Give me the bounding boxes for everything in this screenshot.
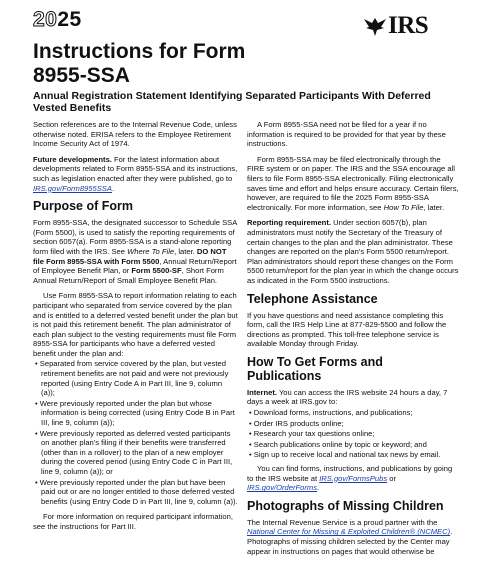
no-filing-note: A Form 8955-SSA need not be filed for a year if no information is required to be provided for that year by these instructions. [247,120,446,149]
photos-paragraph: The Internal Revenue Service is a proud partner with the National Center for Missing & Exploited Children® (NCMEC). Photographs of missing children selected by the Center may appear in instructions on pages that would otherwise be [247,517,453,556]
internet-paragraph: Internet. You can access the IRS website 24 hours a day, 7 days a week at IRS.gov to: [247,387,448,407]
list-item: • Search publications online by topic or keyword; and [247,440,459,450]
telephone-paragraph: If you have questions and need assistance completing this form, call the IRS Help Line at 877-829-5500 and follow the directions as prompted. This toll-free telephone service is available Monday through Friday. [247,310,447,349]
list-item: • Were previously reported as deferred vested participants on another plan's filing if their benefits were transferred (other than in a rollover) to the plan of a new employer during the covered period (using Entry Code C in Part III, line 9, column (a)); or [33,429,238,477]
electronic-filing-note: Form 8955-SSA may be filed electronically through the FIRE system or on paper. The IRS and the SSA encourage all filers to file Form 8955-SSA electronically. Filing electronically saves time and effort and helps ensure accuracy. Certain filers, however, are required to file the 2025 Form 8955-SSA electronically. For more information, see How To File, later. [247,154,459,212]
section-references: Section references are to the Internal Revenue Code, unless otherwise noted. ERISA refers to the Employee Retirement Income Security Act of 1974. [33,120,237,149]
forms-pubs-link[interactable]: IRS.gov/FormsPubs [319,473,388,483]
form8955ssa-link[interactable]: IRS.gov/Form8955SSA [33,183,112,193]
list-item: • Separated from service covered by the plan, but vested retirement benefits are not paid and were not previously reported (using Entry Code A in Part III, line 9, column (a)); [33,359,238,397]
purpose-heading: Purpose of Form [33,199,134,214]
page-subtitle: Annual Registration Statement Identifying Separated Participants With Deferred Vested Benefits [33,90,431,114]
how-to-file-ref: How To File [383,202,424,212]
left-column [33,120,238,538]
list-item: • Download forms, instructions, and publications; [247,408,459,418]
purpose-paragraph-3: For more information on required participant information, see the instructions for Part III. [33,512,233,531]
irs-logo-text: IRS [388,12,429,39]
list-item: • Research your tax questions online; [247,429,459,439]
form-year: 2025 [33,8,82,31]
order-forms-paragraph: You can find forms, instructions, and publications by going to the IRS website at IRS.gov/FormsPubs or IRS.gov/OrderForms. [247,464,453,493]
purpose-paragraph-1: Form 8955-SSA, the designated successor to Schedule SSA (Form 5500), is used to satisfy the reporting requirements of section 6057(a). Form 8955-SSA is a stand-alone reporting form filed with the IRS. See Where To File, later. DO NOT file Form 8955-SSA with Form 5500, Annual Return/Report of Employee Benefit Plan, or Form 5500-SF, Short Form Annual Return/Report of Small Employee Benefit Plan. [33,218,237,285]
telephone-heading: Telephone Assistance [247,291,378,306]
list-item: • Were previously reported under the plan but whose information is being corrected (using Entry Code B in Part III, line 9, column (a)); [33,399,238,428]
list-item: • Sign up to receive local and national tax news by email. [247,450,459,460]
order-forms-link[interactable]: IRS.gov/OrderForms [247,483,318,493]
eagle-icon [362,15,388,37]
list-item: • Were previously reported under the plan but have been paid out or are no longer entitled to those deferred vested benefits (using Entry Code D in Part III, line 9, column (a)). [33,478,238,507]
irs-logo [362,12,428,40]
ncmec-link[interactable]: National Center for Missing & Exploited Children® (NCMEC) [247,527,451,537]
list-item: • Order IRS products online; [247,419,459,429]
reporting-requirement: Reporting requirement. Under section 6057(b), plan administrators must notify the Secretary of the Treasury of certain changes to the plan and the plan administrator. These changes are reported on the plan's Form 5500 return/report. Plan administrators should report these changes on the Form 5500 return/report for the plan year in which the change occurs as indicated in the Form 5500 instructions. [247,218,459,285]
forms-heading: How To Get Forms and Publications [247,354,383,383]
future-developments: Future developments. For the latest information about developments related to Form 8955-SSA and its instructions, such as legislation enacted after they were published, go to IRS.gov/Form8955SSA. [33,154,238,193]
right-column [247,120,459,562]
photos-heading: Photographs of Missing Children [247,498,444,513]
page-title: Instructions for Form 8955-SSA [33,40,246,87]
purpose-paragraph-2: Use Form 8955-SSA to report information relating to each participant who separated from service covered by the plan and is entitled to a deferred vested benefit under the plan but is not paid this retirement benefit. The plan administrator of each plan subject to the vesting requirements must file Form 8955-SSA for participants who have a deferred vested benefit under the plan and: [33,291,238,358]
